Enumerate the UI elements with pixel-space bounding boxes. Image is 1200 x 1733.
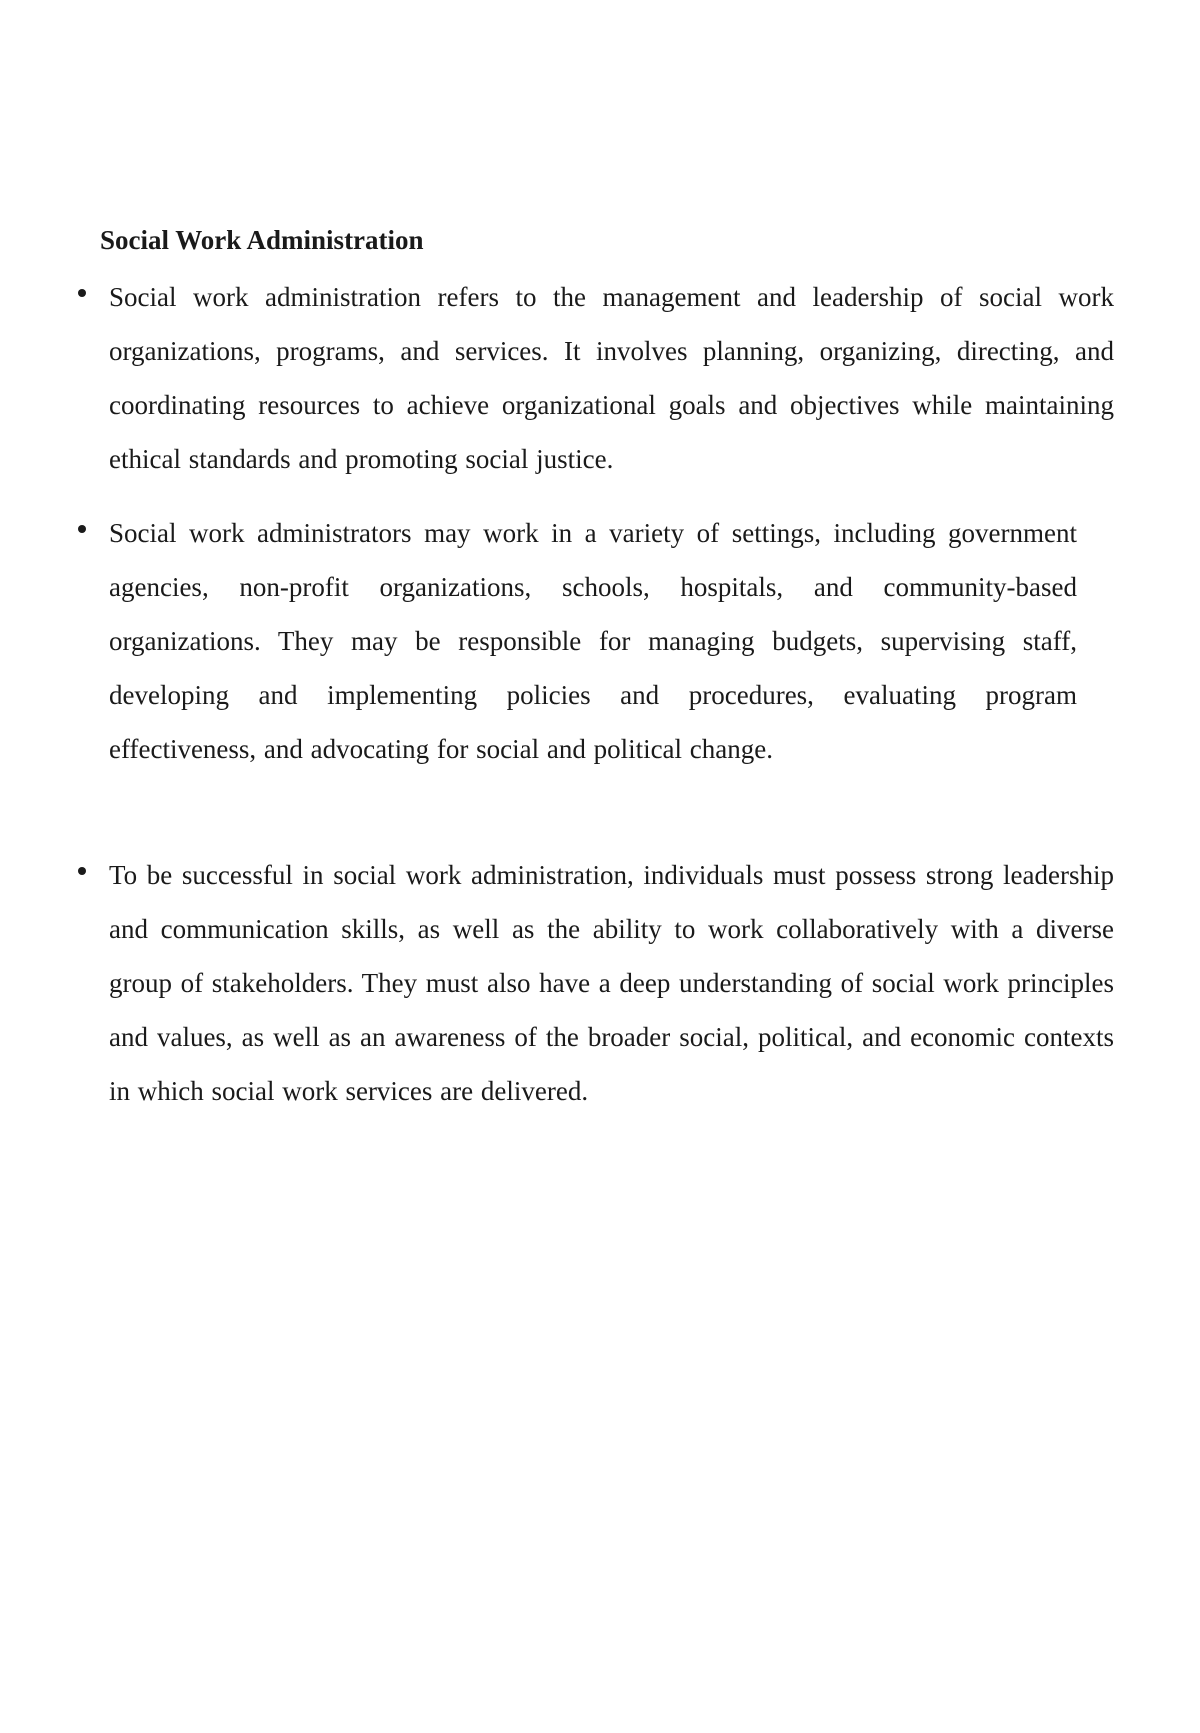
bullet-icon: [78, 867, 86, 875]
bullet-icon: [78, 525, 86, 533]
bullet-text: To be successful in social work administration, individuals must possess strong leadership and communication skills, as well as the ability to work collaboratively with a diverse group of stakeholders. They must also have a deep understanding of social work principles and values, as well as an awareness of the broader social, political, and economic contexts in which social work services are delivered.: [109, 860, 1114, 1106]
document-title: Social Work Administration: [100, 225, 424, 255]
bullet-icon: [78, 289, 86, 297]
bullet-text: Social work administrators may work in a variety of settings, including government agencies, non-profit organizations, schools, hospitals, and community-based organizations. They may be responsible for managing budgets, supervising staff, developing and implementing policies and procedures, evaluating program effectiveness, and advocating for social and political change.: [109, 518, 1077, 764]
bullet-text: Social work administration refers to the management and leadership of social work organizations, programs, and services. It involves planning, organizing, directing, and coordinating resources to achieve organizational goals and objectives while maintaining ethical standards and promoting social justice.: [109, 282, 1114, 474]
